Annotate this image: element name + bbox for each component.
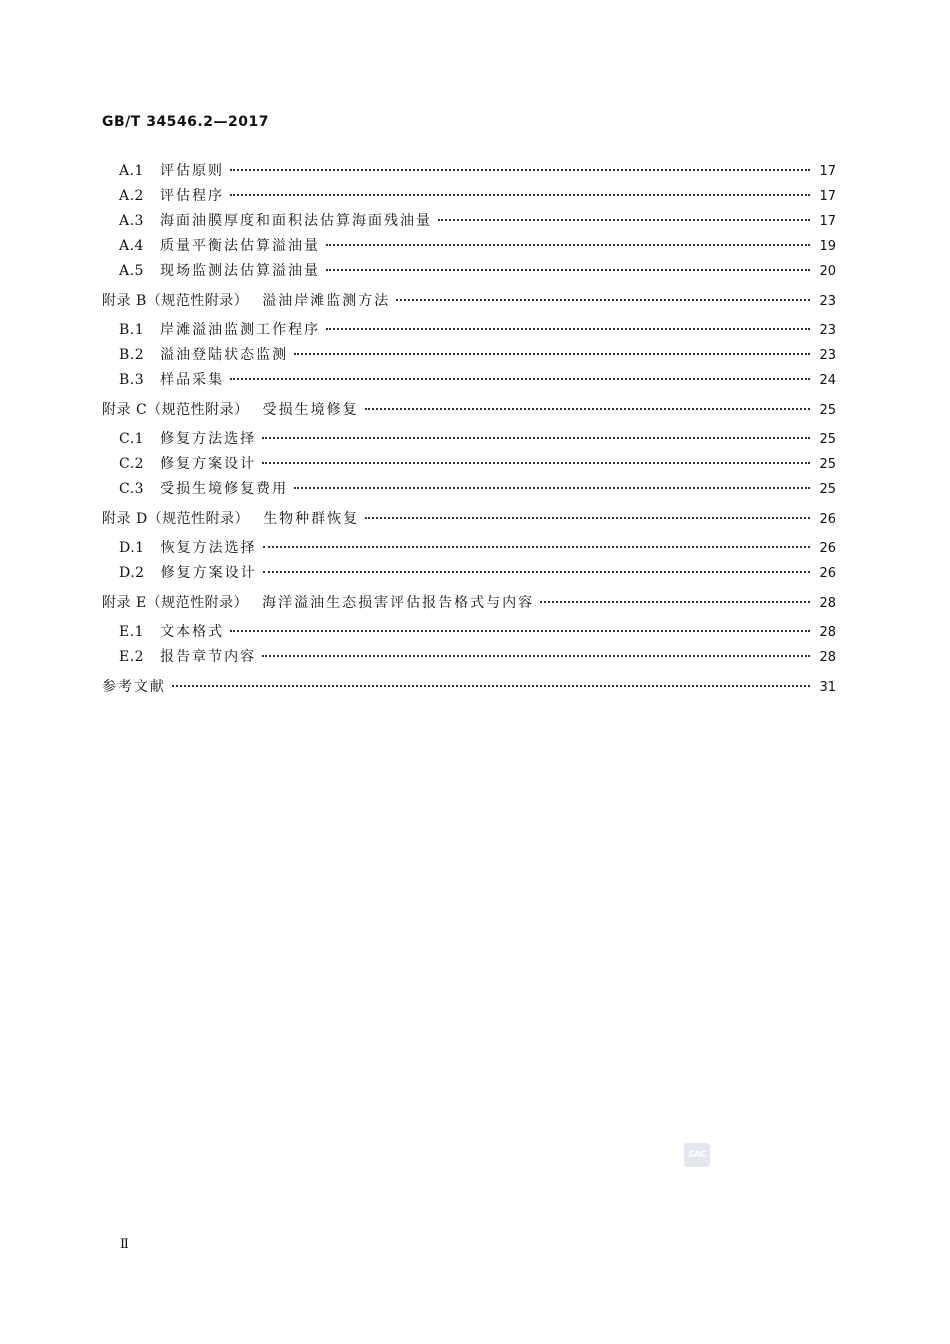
toc-entry-title: 受损生境修复费用	[160, 481, 289, 497]
toc-entry-number: 附录 C（规范性附录）	[102, 402, 249, 418]
toc-page-number: 23	[819, 294, 836, 309]
toc-entry-title: 报告章节内容	[160, 649, 257, 665]
toc-entry-title: 岸滩溢油监测工作程序	[160, 322, 321, 338]
toc-page-number: 25	[819, 403, 836, 418]
toc-entry-title: 样品采集	[160, 372, 225, 388]
page-number: Ⅱ	[120, 1237, 129, 1252]
toc-leader-dots	[262, 643, 810, 661]
toc-leader-dots	[172, 673, 810, 691]
toc-entry-title: 海洋溢油生态损害评估报告格式与内容	[262, 595, 535, 611]
toc-entry-number: C.3	[119, 481, 145, 497]
toc-entry-section[interactable]	[119, 643, 836, 665]
toc-entry-section[interactable]	[119, 425, 836, 447]
toc-entry-section[interactable]	[119, 257, 836, 279]
toc-entry-title: 文本格式	[160, 624, 225, 640]
toc-entry-number: C.1	[119, 431, 145, 447]
toc-leader-dots	[262, 450, 810, 468]
toc-entry-title: 溢油岸滩监测方法	[262, 293, 391, 309]
toc-page-number: 17	[819, 189, 836, 204]
toc-entry-section[interactable]	[119, 207, 836, 229]
toc-entry-title: 评估程序	[159, 188, 224, 204]
standard-code: GB/T 34546.2—2017	[102, 114, 269, 130]
toc-entry-appendix[interactable]	[102, 589, 836, 611]
toc-leader-dots	[263, 534, 810, 552]
toc-page-number: 26	[819, 512, 836, 527]
toc-leader-dots	[230, 366, 810, 384]
toc-entry-appendix[interactable]	[102, 505, 836, 527]
toc-entry-section[interactable]	[119, 534, 836, 556]
toc-leader-dots	[326, 232, 810, 250]
toc-entry-number: D.1	[119, 540, 145, 556]
toc-leader-dots	[230, 157, 810, 175]
toc-entry-title: 修复方案设计	[160, 565, 257, 581]
toc-leader-dots	[365, 396, 810, 414]
toc-leader-dots	[540, 589, 810, 607]
toc-entry-section[interactable]	[119, 316, 836, 338]
toc-entry-title: 生物种群恢复	[263, 511, 360, 527]
toc-entry-appendix[interactable]	[102, 396, 836, 418]
toc-entry-section[interactable]	[119, 157, 836, 179]
toc-page-number: 25	[819, 457, 836, 472]
toc-entry-section[interactable]	[119, 182, 836, 204]
toc-entry-number: E.1	[119, 624, 145, 640]
toc-leader-dots	[326, 316, 810, 334]
toc-entry-title: 溢油登陆状态监测	[160, 347, 289, 363]
toc-entry-title: 质量平衡法估算溢油量	[159, 238, 320, 254]
toc-entry-number: D.2	[119, 565, 145, 581]
toc-entry-number: A.5	[119, 263, 144, 279]
toc-leader-dots	[365, 505, 810, 523]
toc-entry-number: C.2	[119, 456, 145, 472]
toc-entry-section[interactable]	[119, 341, 836, 363]
toc-page-number: 23	[819, 323, 836, 338]
toc-entry-section[interactable]	[119, 366, 836, 388]
toc-entry-number: A.2	[119, 188, 144, 204]
toc-entry-title: 参考文献	[102, 679, 166, 695]
toc-page-number: 20	[819, 264, 836, 279]
toc-entry-title: 海面油膜厚度和面积法估算海面残油量	[159, 213, 432, 229]
toc-entry-number: 附录 D（规范性附录）	[102, 511, 250, 527]
toc-leader-dots	[294, 341, 810, 359]
toc-page-number: 17	[819, 164, 836, 179]
toc-entry-title: 修复方案设计	[160, 456, 257, 472]
toc-page-number: 26	[819, 541, 836, 556]
toc-page-number: 28	[819, 650, 836, 665]
toc-entry-number: 附录 E（规范性附录）	[102, 595, 249, 611]
toc-entry-title: 修复方法选择	[160, 431, 257, 447]
toc-page-number: 19	[819, 239, 836, 254]
toc-page-number: 31	[819, 680, 836, 695]
toc-leader-dots	[294, 475, 810, 493]
toc-leader-dots	[230, 618, 810, 636]
toc-page-number: 25	[819, 482, 836, 497]
toc-leader-dots	[396, 287, 810, 305]
toc-leader-dots	[263, 559, 810, 577]
toc-entry-number: E.2	[119, 649, 145, 665]
toc-leader-dots	[230, 182, 810, 200]
toc-leader-dots	[262, 425, 810, 443]
toc-entry-appendix[interactable]	[102, 287, 836, 309]
toc-page-number: 25	[819, 432, 836, 447]
toc-entry-number: B.1	[119, 322, 145, 338]
toc-entry-number: A.4	[119, 238, 144, 254]
sac-watermark-logo: SAC	[684, 1143, 710, 1167]
toc-page-number: 17	[819, 214, 836, 229]
toc-entry-title: 受损生境修复	[262, 402, 359, 418]
toc-entry-title: 恢复方法选择	[160, 540, 257, 556]
toc-entry-number: 附录 B（规范性附录）	[102, 293, 249, 309]
toc-page-number: 24	[819, 373, 836, 388]
toc-entry-number: A.3	[119, 213, 144, 229]
toc-entry-section[interactable]	[119, 475, 836, 497]
toc-entry-number: A.1	[119, 163, 144, 179]
toc-entry-section[interactable]	[119, 450, 836, 472]
toc-page-number: 28	[819, 596, 836, 611]
toc-entry-title: 评估原则	[159, 163, 224, 179]
toc-entry-number: B.3	[119, 372, 145, 388]
toc-entry-appendix[interactable]	[102, 673, 836, 695]
toc-entry-section[interactable]	[119, 232, 836, 254]
toc-page-number: 28	[819, 625, 836, 640]
toc-leader-dots	[438, 207, 810, 225]
toc-entry-section[interactable]	[119, 618, 836, 640]
toc-page-number: 23	[819, 348, 836, 363]
toc-entry-section[interactable]	[119, 559, 836, 581]
toc-entry-number: B.2	[119, 347, 145, 363]
toc-page-number: 26	[819, 566, 836, 581]
toc-leader-dots	[326, 257, 810, 275]
toc-entry-title: 现场监测法估算溢油量	[159, 263, 320, 279]
